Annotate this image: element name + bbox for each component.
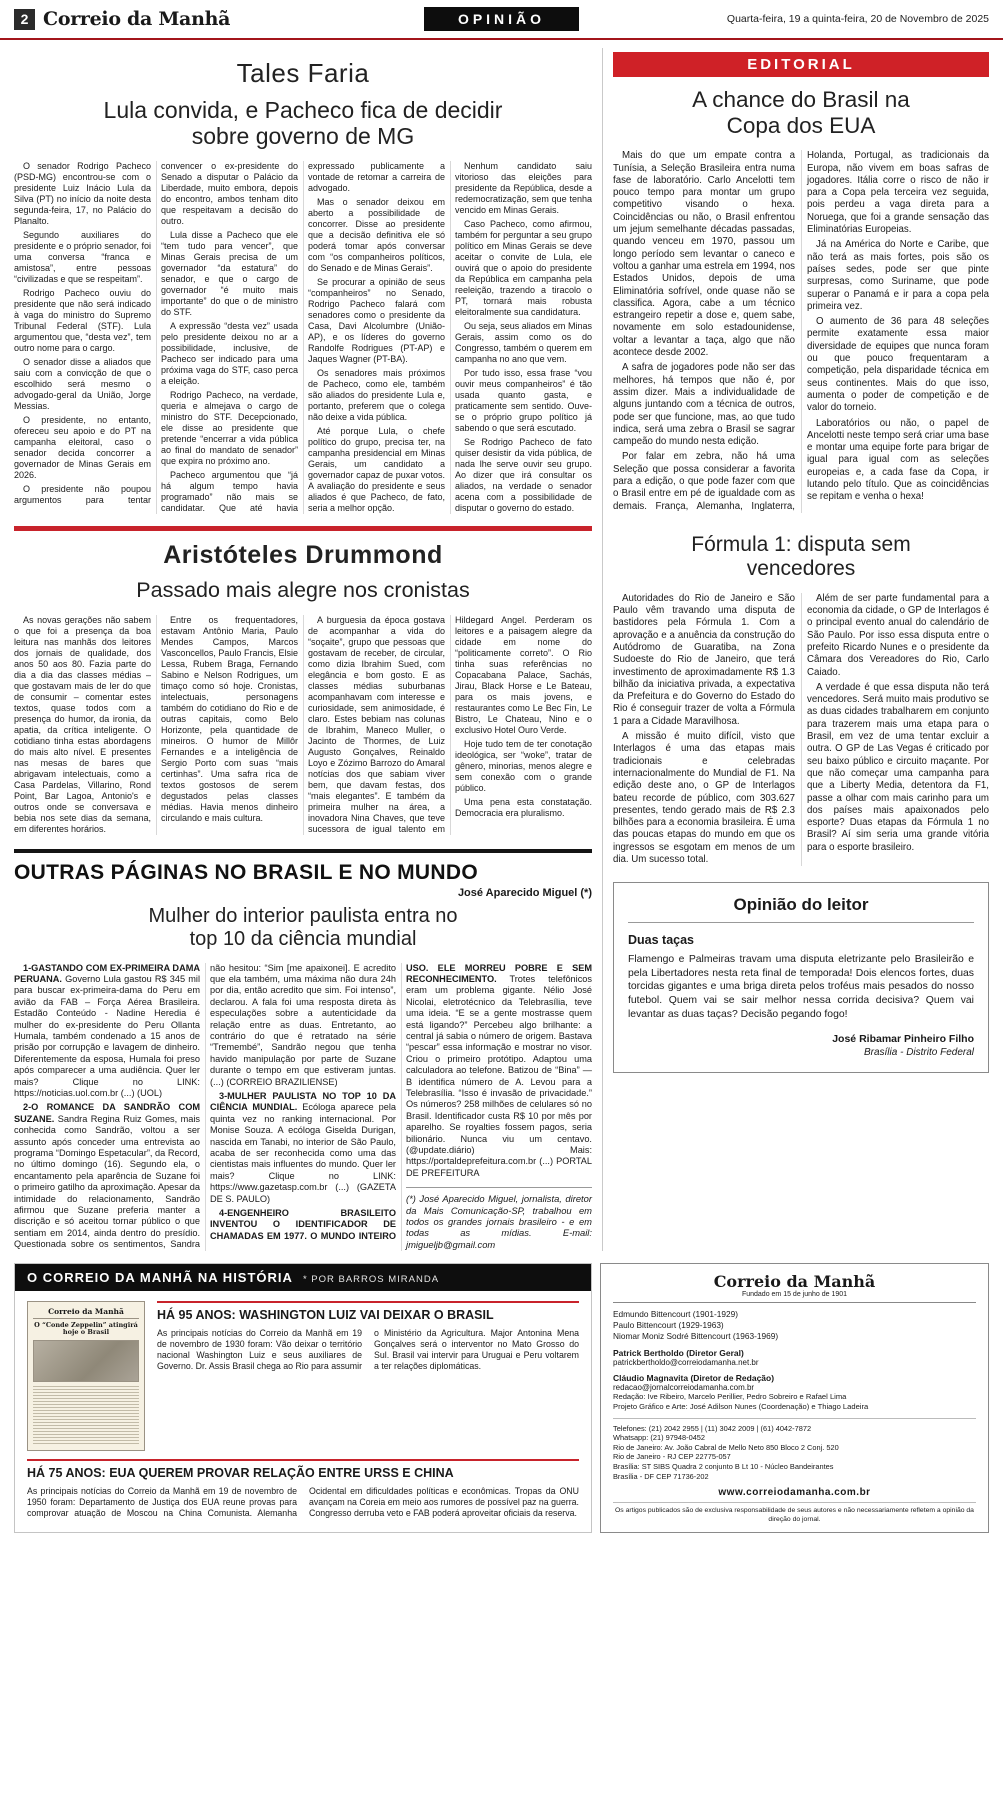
paragraph: Uma pena esta constatação. Democracia era pluralismo. — [455, 796, 592, 818]
article-title: Passado mais alegre nos cronistas — [136, 578, 470, 603]
bottom-section — [0, 1257, 1003, 1544]
contact-line: Rio de Janeiro: Av. João Cabral de Mello Neto 850 Bloco 2 Conj. 520 — [613, 1442, 839, 1452]
header-left — [14, 8, 424, 30]
letter-location: Brasília - Distrito Federal — [863, 1047, 974, 1059]
reader-opinion-box — [613, 882, 989, 1073]
paragraph: Mais do que um empate contra a Tunísia, a Seleção Brasileira entra numa fase de laboratório. Carlo Ancelotti tem pouco tempo para montar um grupo competitivo visando o hexa. Coincidências ou não, o Brasil enfrentou um jejum semelhante décadas passadas, quando venceu em 1970, passou um longo período sem levantar o caneco e voltou a ganhar uma estrela em 1994, nos Estados Unidos, depois de uma Eliminatória sofrível, onde quase não se classifica. Agora, cabe a um técnico estrangeiro repetir a dose e, quem sabe, novamente em solo estadounidense, voltar a levantar a taça, algo que não acontece desde 2002. — [613, 150, 795, 359]
paragraph: O presidente, no entanto, ofereceu seu apoio e do PT na campanha eleitoral, caso o senador decida concorrer a governador de Minas Gerais em 2026. — [14, 415, 151, 481]
letter-body: Flamengo e Palmeiras travam uma disputa eletrizante pelo Brasileirão e pela Libertadores nesta reta final de temporada! Dois elencos fortes, duas torcidas gigantes e uma briga direta pelos troféus mais pesados do nosso futebol. Quem vai se sair melhor nessa corrida decisiva? Quem vai levantar as duas taças? Decisão pegando fogo! — [628, 954, 974, 1020]
projeto-line: Projeto Gráfico e Arte: José Adilson Nunes (Coordenação) e Thiago Ladeira — [613, 1401, 869, 1411]
paragraph: Mas o senador deixou em aberto a possibilidade de concorrer. Disse ao presidente que a decisão definitiva ele só poderá tomar após conversar com “os companheiros políticos, do Senado e de Minas Gerais”. — [308, 197, 445, 274]
paragraph: 2-O ROMANCE DA SANDRÃO COM SUZANE. Sandra Regina Ruiz Gomes, mais conhecida como Sandrão, voltou a ser assunto após conceder uma entrevista ao programa “Domingo Espetacular”, da Record, no último domingo (16). Segundo ela, o encantamento pela aparência de Suzane foi o primeiro gatilho da aproximação. Apesar da intimidade do relacionamento, Sandrão afirmou que Suzane preferia manter a discrição e só aceitou tornar público o que sentiam em 2014, ainda dentro do presídio. Questionada sobre os sentimentos, Sandra não hesitou: “Sim [me apaixonei]. E acredito que ela também, uma máxima não dura 24h por dia, então acredito que sim. Foi intenso”, declarou. A fala foi uma resposta direta às especulações sobre a autenticidade da relação entre as duas. Entretanto, ao contrário do que é retratado na série “Tremembé”, Sandrão negou que tenha havido manipulação por parte de Suzane durante o tempo em que estiveram juntas. (...) (CORREIO BRAZILIENSE) — [14, 962, 396, 1250]
section-title: OUTRAS PÁGINAS NO BRASIL E NO MUNDO — [14, 860, 478, 884]
paragraph: Rodrigo Pacheco, na verdade, queria e almejava o cargo de ministro do STF. Decepcionado, ele disse ao presidente que pretende “encerrar a vida pública ao final do mandato de senador” que expira no próximo ano. — [161, 390, 298, 467]
disclaimer-text: Os artigos publicados são de exclusiva responsabilidade de seus autores e não necessariamente refletem a opinião da direção do jornal. — [613, 1502, 976, 1524]
paragraph: A expressão “desta vez” usada pelo presidente deixou no ar a possibilidade, inclusive, de Pacheco ser indicado para uma próxima vaga do STF, caso perca a eleição. — [161, 321, 298, 387]
contact-line: Brasília: ST SIBS Quadra 2 conjunto B Lt 10 - Núcleo Bandeirantes — [613, 1462, 834, 1472]
paragraph: O aumento de 36 para 48 seleções permite exatamente essa maior diversidade de equipes que nunca foram ou que pouco frequentaram a competição, pela disparidade técnica em seus continentes. Mais do que isso, aumenta o poder de competição e de valor do torneio. — [807, 316, 989, 414]
historia-item-body: As principais notícias do Correio da Manhã em 19 de novembro de 1950 foram: Departamento de Justiça dos EUA reune provas para comprovar atuação de Moscou na China Comunista. Alemanha Ocidental em dificuldades políticas e econômicas. Tropas da ONU avançam na Coreia em meio aos rumores de possível paz na guerra. Congresso derruba veto e FAB poderá aproveitar oficiais da reserva. — [27, 1485, 579, 1518]
historia-item — [15, 1455, 591, 1529]
paragraph: 3-MULHER PAULISTA NO TOP 10 DA CIÊNCIA MUNDIAL. Ecóloga aparece pela quinta vez no ranking internacional. Por Monise Souza. A ecóloga Giselda Durigan, nascida em Tanabi, no interior de São Paulo, acaba de ser reconhecida como uma das cientistas mais influentes do mundo. Quer ler mais? Clique no LINK: https://www.gazetasp.com.br (...) (GAZETA DE S. PAULO) — [210, 1091, 396, 1204]
old-paper-headline: O “Conde Zeppelin” atingirá hoje o Brasil — [34, 1320, 138, 1337]
rule-divider — [628, 922, 974, 923]
contact-info — [613, 1418, 976, 1482]
paragraph: As novas gerações não sabem o que foi a presença da boa leitura nas manhãs dos leitores dos jornais de qualidade, dos anos 50 aos 80. Fazia parte do dia a dia das classes médias – que gostavam mais de ler do que de consumir – comentar estes textos, quase todos com a presença do humor, da ironia, da apatia, da crítica inteligente. O cotidiano tinha estas abordagens do mais alto nível. E presentes nas mesas de bares que abrigavam intelectuais, como a Casa Pardelas, Villarino, Rond Point, Bar Lagoa, Antonio's e outros onde se conversava e bebia nos sete dias da semana, em diferentes horários. — [14, 614, 151, 834]
paragraph: A safra de jogadores pode não ser das melhores, há tempos que não é, por assim dizer. Mais a individualidade de alguns juntando com a técnica de outros, pode ser que funcione, mas, ao que tudo indica, será uma zebra o Brasil se sagrar campeão do mundo nesta edição. — [613, 362, 795, 448]
left-section — [14, 48, 592, 1251]
paragraph: 4-ENGENHEIRO BRASILEITO INVENTOU O IDENTIFICADOR DE CHAMADAS EM 1977. O MUNDO INTEIRO USO. ELE MORREU POBRE E SEM RECONHECIMENTO. Trotes telefônicos eram um problema gigante. Nélio José Nicolai, eletrotécnico da Telebrasília, teve uma ideia. “E se a gente mostrasse quem está ligando?” Percebeu algo brilhante: a central já sabia o número de origem. Bastava “pescar” essa informação e mostrar no visor. Criou o primeiro protótipo. Adaptou uma calculadora ao telefone. Batizou de “Bina” — B identifica número de A. Levou para a Telebrasília. “Isso é invasão de privacidade.” Os números? 258 milhões de celulares só no Brasil. Identificador custa R$ 10 por mês por aparelho. Se royalties fossem pagos, seria bilionário. Nunca viu um centavo. (@update.diário) Mais: https://portaldeprefeitura.com.br (...) PORTAL DE PREFEITURA — [210, 962, 592, 1241]
paragraph: Se Rodrigo Pacheco de fato quiser desistir da vida pública, de nada lhe serve ouvir seu grupo. Ao dizer que irá consultar os aliados, na verdade o senador acena com a possibilidade de disputar o governo do estado. — [455, 437, 592, 514]
historia-byline: * POR BARROS MIRANDA — [302, 1273, 440, 1285]
vertical-divider — [602, 48, 603, 1251]
section-header — [14, 861, 592, 899]
redacao-line: Redação: Ive Ribeiro, Marcelo Perillier, Pedro Sobreiro e Rafael Lima — [613, 1391, 847, 1401]
reader-opinion-title: Opinião do leitor — [733, 895, 869, 915]
historia-title: O CORREIO DA MANHÃ NA HISTÓRIA — [27, 1269, 293, 1285]
contact-line: Telefones: (21) 2042 2955 | (11) 3042 2009 | (61) 4042-7872 — [613, 1423, 812, 1433]
historia-row — [15, 1291, 591, 1455]
red-divider — [14, 526, 592, 531]
website-url: www.correiodamanha.com.br — [718, 1487, 871, 1499]
staff-entry — [613, 1348, 976, 1367]
old-paper-masthead: Correio da Manhã — [33, 1307, 139, 1319]
right-column — [613, 48, 989, 1251]
paragraph: Os senadores mais próximos de Pacheco, como ele, também são aliados do presidente Lula e, portanto, preferem que o colega não deixe a vida pública. — [308, 368, 445, 423]
staff-email: redacao@jornalcorreiodamanha.com.br — [613, 1382, 755, 1392]
staff-name: Patrick Bertholdo (Diretor Geral) — [613, 1347, 744, 1358]
paragraph: Por falar em zebra, não há uma Seleção que possa considerar a favorita para a edição, o que pode fazer com que o Brasil entre em pé de igualdade com as demais. França, Alemanha, Inglaterra, Holanda, Portugal, as tradicionais da Europa, não vivem em boas safras de jogadores. Itália corre o risco de não ir para a Copa pela terceira vez seguida, pois perdeu a vaga direta para a Noruega, que foi a grande sensação das Eliminatórias Europeias. — [613, 150, 989, 512]
staff-name: Cláudio Magnavita (Diretor de Redação) — [613, 1372, 775, 1383]
old-paper-text-lines — [33, 1386, 139, 1445]
editorial-label: EDITORIAL — [613, 52, 989, 77]
paragraph: A burguesia da época gostava de acompanhar a vida do “soçaite”, grupo que pessoas que gostavam de receber, de circular, como dizia Ibrahim Sued, com elegância e bom gosto. E as classes médias suburbanas acompanhavam com interesse e curiosidade, sem animosidade, é claro. Estes bebiam nas colunas de Ibrahim, Maneco Muller, o Jacinto de Thormes, de Luiz Augusto Gonçalves, Reinaldo Loyo e Zózimo Barrozo do Amaral notícias dos que sabiam viver bem, que davam festas, dos “mais elegantes”. E também da primeira mulher na área, a inovadora Nina Chaves, que teve sucessora de igual talento em Hildegard Angel. Perderam os leitores e a paisagem alegre da cidade em nome do “politicamente correto”. O Rio tinha suas referências no Copacabana Palace, Sachás, Jirau, Black Horse e Le Bateau, para os mais jovens, e restaurantes como Le Bec Fin, Le Bistro, Le Chateau, Nino e o exclusivo Hotel Ouro Verde. — [308, 614, 592, 834]
contact-line: Brasília - DF CEP 71736-202 — [613, 1471, 709, 1481]
paragraph: Por tudo isso, essa frase “vou ouvir meus companheiros” é tão usada quanto gasta, e praticamente sem sentido. Ouve-se o próprio grupo político já sabendo o que será escutado. — [455, 368, 592, 434]
letter-signature: José Ribamar Pinheiro Filho — [832, 1033, 974, 1046]
article-author: Aristóteles Drummond — [163, 541, 443, 570]
editorial-body — [613, 150, 989, 513]
masthead-info-box — [600, 1263, 989, 1534]
paragraph: Hoje tudo tem de ter conotação ideológica, ser “woke”, tratar de gênero, minorias, menos alegre e sem conexão com o grande público. — [455, 738, 592, 793]
masthead-box-logo: Correio da Manhã — [713, 1271, 876, 1291]
article-body — [14, 963, 592, 1251]
paragraph: Nenhum candidato saiu vitorioso das eleições para presidente da República, desde a redemocratização, sem que tenha vencido em Minas Gerais. — [455, 161, 592, 216]
founders-list — [613, 1309, 976, 1342]
paragraph: Pacheco argumentou que “já há algum tempo havia programado” não mais se candidatar. Que até havia expressado publicamente a vontade de retomar a carreira de advogado. — [161, 161, 445, 514]
paragraph: Se procurar a opinião de seus “companheiros” no Senado, Rodrigo Pacheco falará com senadores como o presidente da Casa, Davi Alcolumbre (União-AP), e os líderes do governo Randolfe Rodrigues (PT-AP) e Jaques Wagner (PT-BA). — [308, 277, 445, 365]
paragraph: (*) José Aparecido Miguel, jornalista, diretor da Mais Comunicação-SP, trabalhou em todos os grandes jornais brasileiro - e em todas as mídias. E-mail: jmigueljb@gmail.com — [406, 1187, 592, 1250]
formula1-title: Fórmula 1: disputa sem vencedores — [691, 532, 911, 580]
paragraph: 1-GASTANDO COM EX-PRIMEIRA DAMA PERUANA. Governo Lula gastou R$ 345 mil para buscar ex-primeira-dama do Peru em avião da FAB – Força Aérea Brasileira. Estadão Conteúdo - Nadine Heredia é mulher do ex-presidente do Peru Ollanta Humala, também condenado a 15 anos de prisão por corrupção e lavagem de dinheiro. Diferentemente da esposa, Humala foi preso após comparecer a uma audiência. Quer ler mais? Clique no LINK: https://noticias.uol.com.br (...) (UOL) — [14, 962, 200, 1098]
article-body — [14, 615, 592, 835]
paragraph: Já na América do Norte e Caribe, que não terá as mais fortes, pois são os países sedes, pode ser que pinte surpresas, como Suriname, que pode superar o Panamá e ir para a copa pela primeira vez. — [807, 239, 989, 312]
paragraph: Até porque Lula, o chefe político do grupo, precisa ter, na campanha presidencial em Minas Gerais, um candidato a governador capaz de puxar votos. A avaliação do presidente e seus aliados é que Pacheco, de fato, seria a melhor opção. — [308, 426, 445, 514]
paragraph: Entre os frequentadores, estavam Antônio Maria, Paulo Mendes Campos, Marcos Vasconcellos, Paulo Francis, Elsie Lessa, Rubem Braga, Fernando Sabino e Nelson Rodrigues, um timaço como só hoje. Cronistas, intelectuais, personagens também do cotidiano do Rio e de outras capitais, como Belo Horizonte, pela quantidade de mineiros. O humor de Millôr Fernandes e a inteligência de Sergio Porto com suas “mais certinhas”. Uma safra rica de textos gostosos de serem degustados pelas classes médias. Havia menos dinheiro circulando e mais cultura. — [161, 614, 298, 823]
historia-item — [157, 1301, 579, 1451]
article-tales-faria — [14, 58, 592, 514]
founder-entry: Edmundo Bittencourt (1901-1929) — [613, 1308, 738, 1319]
historia-item-headline: HÁ 95 ANOS: WASHINGTON LUIZ VAI DEIXAR O BRASIL — [157, 1301, 579, 1322]
contact-line: Whatsapp: (21) 97948-0452 — [613, 1433, 706, 1443]
paragraph: Autoridades do Rio de Janeiro e São Paulo vêm travando uma disputa de bastidores pela Fórmula 1. Com a aprovação e a anuência da construção do Autódromo de Guaratiba, na Zona Sudoeste do Rio de Janeiro, que terá investimento de aproximadamente R$ 1.3 bilhão da iniciativa privada, a expectativa da Prefeitura e do Governo do Estado do Rio é conseguir trazer de volta a Fórmula 1 para a Cidade Maravilhosa. — [613, 592, 795, 727]
paragraph: Lula disse a Pacheco que ele “tem tudo para vencer”, que Minas Gerais precisa de um governador “da estatura” do senador, e que o cargo de governador “é muito mais importante” do que o de ministro do STF. — [161, 230, 298, 318]
founder-entry: Niomar Moniz Sodré Bittencourt (1963-1969) — [613, 1330, 779, 1341]
article-author: Tales Faria — [236, 58, 370, 88]
article-title: Mulher do interior paulista entra no top 10 da ciência mundial — [148, 904, 458, 950]
paragraph: Além de ser parte fundamental para a economia da cidade, o GP de Interlagos é o principal evento anual do calendário de São Paulo. Por isso essa disputa entre o prefeito Ricardo Nunes e o presidente da Câmara dos Vereadores do Rio, Carlo Caiado. — [807, 592, 989, 678]
masthead-logo: Correio da Manhã — [43, 8, 231, 30]
article-drummond — [14, 541, 592, 835]
section-byline: José Aparecido Miguel (*) — [457, 886, 592, 899]
article-title: Lula convida, e Pacheco fica de decidir sobre governo de MG — [103, 97, 503, 150]
paragraph: O senador disse a aliados que saiu com a convicção de que o escolhido será mesmo o advogado-geral da União, Jorge Messias. — [14, 357, 151, 412]
paragraph: Rodrigo Pacheco ouviu do presidente que não será indicado à vaga do ministro do Supremo Tribunal Federal (STF). Lula argumentou que, “desta vez”, tem outro nome para o cargo. — [14, 288, 151, 354]
historia-item-body: As principais notícias do Correio da Manhã em 19 de novembro de 1930 foram: Vão deixar o território nacional Washington Luiz e seus auxiliares de Governo. Dr. Assis Brasil chega ao Rio para assumir o Ministério da Agricultura. Major Antonina Mena Gonçalves será o interventor no Mato Grosso do Sul. Brasil vai intervir para Uruguai e Peru voltarem a ter relações diplomáticas. — [157, 1327, 579, 1371]
formula1-body — [613, 593, 989, 867]
historia-title-bar — [15, 1264, 591, 1291]
article-body — [14, 161, 592, 514]
paragraph: O senador Rodrigo Pacheco (PSD-MG) encontrou-se com o presidente Luiz Inácio Lula da Silva (PT) no início da noite desta segunda-feira, 17, no Palácio do Planalto. — [14, 161, 151, 227]
paragraph: O presidente não poupou argumentos para tentar convencer o ex-presidente do Senado a disputar o Palácio da Liberdade, muito embora, depois do encontro, ambos tenham dito que respeitavam a decisão do outro. — [14, 161, 298, 506]
edition-date: Quarta-feira, 19 a quinta-feira, 20 de Novembro de 2025 — [726, 13, 989, 25]
page-number: 2 — [14, 9, 35, 30]
paragraph: A missão é muito difícil, visto que Interlagos é uma das etapas mais tradicionais e celebradas internacionalmente do Mundial de F1. Na edição deste ano, o GP de Interlagos bateu recorde de público, com 303.627 presentes, tendo gerado mais de R$ 2.3 bilhões para a economia brasileira. É uma das poucas etapas do mundo em que os ingressos se esgotam em menos de um dia. Um sucesso total. — [613, 731, 795, 865]
section-outras-paginas — [14, 861, 592, 1251]
staff-entry — [613, 1373, 976, 1412]
paragraph: Laboratórios ou não, o papel de Ancelotti neste tempo será criar uma base e montar uma equipe forte para brigar de igual para igual com as seleções europeias e, a cada fase da Copa, ir lutando pelo título. Que as coincidências se repitam e venha o hexa! — [807, 417, 989, 503]
paragraph: Segundo auxiliares do presidente e o próprio senador, foi uma conversa “franca e amistosa”, entre pessoas “civilizadas e que se respeitam”. — [14, 230, 151, 285]
paragraph: A verdade é que essa disputa não terá vencedores. Será muito mais produtivo se as duas cidades trabalharem em conjunto para trazerem mais uma etapa para o Brasil, em vez de uma tentar excluir a outra. O GP de Las Vegas é criticado por seu baixo público e circuito maçante. Por que não começar uma campanha para que a Liberty Media, detentora da F1, passe a olhar com mais carinho para um dos países mais apaixonados pelo esporte? Duas etapas da Fórmula 1 no Brasil? Aí sim seria uma grande vitória para o esporte brasileiro. — [807, 681, 989, 853]
letter-title: Duas taças — [628, 933, 695, 948]
main-content — [0, 40, 1003, 1257]
page-header — [0, 0, 1003, 36]
old-newspaper-image — [27, 1301, 145, 1451]
old-paper-photo — [33, 1340, 139, 1382]
paragraph: Caso Pacheco, como afirmou, também for perguntar a seu grupo político em Minas Gerais se deve aceitar o convite de Lula, ele ouvirá que o apoio do presidente da República em campanha pela reeleição, trazendo a tiracolo o PT, tornará mais robusta eleitoralmente sua candidatura. — [455, 219, 592, 318]
section-label: OPINIÃO — [424, 7, 579, 31]
founder-entry: Paulo Bittencourt (1929-1963) — [613, 1319, 724, 1330]
staff-email: patrickbertholdo@correiodamanha.net.br — [613, 1357, 759, 1367]
historia-section — [14, 1263, 592, 1534]
black-divider — [14, 849, 592, 853]
founded-date: Fundado em 15 de junho de 1901 — [613, 1291, 976, 1303]
historia-item-headline: HÁ 75 ANOS: EUA QUEREM PROVAR RELAÇÃO ENTRE URSS E CHINA — [27, 1459, 579, 1480]
paragraph: Ou seja, seus aliados em Minas Gerais, assim como os do Congresso, também o querem em campanha no ano que vem. — [455, 321, 592, 365]
contact-line: Rio de Janeiro - RJ CEP 22775-057 — [613, 1452, 731, 1462]
editorial-title: A chance do Brasil na Copa dos EUA — [692, 87, 910, 138]
